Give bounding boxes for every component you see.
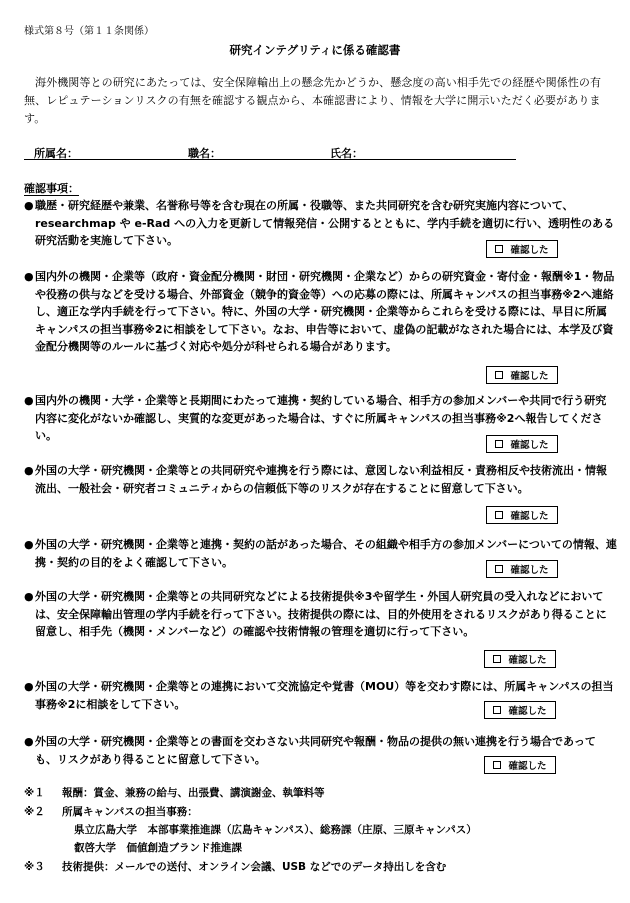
confirm-checkbox-8[interactable] (484, 756, 556, 774)
confirm-checkbox-2[interactable] (486, 366, 558, 384)
item-text: 外国の大学・研究機関・企業等との連携において交流協定や覚書（MOU）等を交わす際には、所属キャンパスの担当事務※2に相談をして下さい。 (35, 680, 614, 711)
confirm-label: 確認した (510, 371, 549, 382)
confirm-label: 確認した (508, 706, 547, 717)
note-text: 県立広島大学 本部事業推進課（広島キャンパス）、総務課（庄原、三原キャンパス） (74, 824, 477, 836)
document-title: 研究インテグリティに係る確認書 (229, 43, 401, 57)
confirm-label: 確認した (510, 245, 549, 256)
bullet-icon: ● (24, 464, 34, 477)
bullet-icon: ● (24, 680, 34, 693)
checkbox-icon (493, 655, 501, 663)
confirmation-item-4 (24, 462, 617, 497)
name-field[interactable]: 氏名： (330, 147, 363, 160)
note-2-detail-2 (74, 840, 242, 856)
item-text: 外国の大学・研究機関・企業等と連携・契約の話があった場合、その組織や相手方の参加メンバーについての情報、連携・契約の目的をよく確認して下さい。 (35, 538, 617, 569)
form-number: 様式第８号（第１１条関係） (24, 26, 154, 37)
note-mark: ※２ (24, 806, 45, 818)
note-text: 技術提供：メールでの送付、オンライン会議、USB などでのデータ持出しを含む (62, 861, 447, 873)
confirm-checkbox-5[interactable] (486, 560, 558, 578)
checkbox-icon (495, 511, 503, 519)
checkbox-icon (493, 706, 501, 714)
bullet-icon: ● (24, 735, 34, 748)
confirm-label: 確認した (510, 440, 549, 451)
item-text: 国内外の機関・企業等（政府・資金配分機関・財団・研究機関・企業など）からの研究資金・寄付金・報酬※1・物品や役務の供与などを受ける場合、外部資金（競争的資金等）への応募の際には、所属キャンパスの担当事務※2へ連絡し、適正な学内手続を行って下さい。特に、外国の大学・研究機関・企業等からこれらを受ける際には、早目に所属キャンパスの担当事務※2に相談をして下さい。なお、申告等において、虚偽の記載がなされた場合には、本学及び資金配分機関等のルールに基づく対応や処分が科せられる場合があります。 (35, 270, 615, 354)
item-text: 外国の大学・研究機関・企業等との共同研究などによる技術提供※3や留学生・外国人研究員の受入れなどにおいては、安全保障輸出管理の学内手続を行って下さい。技術提供の際には、目的外使用をされるリスクがあり得ることに留意し、相手先（機関・メンバーなど）の確認や技術情報の管理を適切に行って下さい。 (35, 590, 607, 639)
checkbox-icon (495, 371, 503, 379)
confirm-label: 確認した (508, 761, 547, 772)
note-2 (24, 804, 198, 820)
bullet-icon: ● (24, 538, 34, 551)
note-1 (24, 785, 325, 801)
confirm-checkbox-1[interactable] (486, 240, 558, 258)
checkbox-icon (493, 761, 501, 769)
confirm-label: 確認した (510, 511, 549, 522)
bullet-icon: ● (24, 394, 34, 407)
bullet-icon: ● (24, 590, 34, 603)
item-text: 国内外の機関・大学・企業等と長期間にわたって連携・契約している場合、相手方の参加メンバーや共同で行う研究内容に変化がないか確認し、実質的な変更があった場合は、すぐに所属キャンパスの担当事務※2へ報告してください。 (35, 394, 607, 443)
note-3 (24, 859, 446, 875)
note-mark: ※１ (24, 787, 45, 799)
note-text: 報酬：賞金、兼務の給与、出張費、講演謝金、執筆料等 (62, 787, 325, 799)
confirm-checkbox-4[interactable] (486, 506, 558, 524)
item-text: 外国の大学・研究機関・企業等との共同研究や連携を行う際には、意図しない利益相反・責務相反や技術流出・情報流出、一般社会・研究者コミュニティからの信頼低下等のリスクが存在することに留意して下さい。 (35, 464, 607, 495)
checkbox-icon (495, 245, 503, 253)
checkbox-icon (495, 440, 503, 448)
checkbox-icon (495, 565, 503, 573)
bullet-icon: ● (24, 199, 34, 212)
confirmation-item-2 (24, 268, 617, 356)
note-mark: ※３ (24, 861, 45, 873)
bullet-icon: ● (24, 270, 34, 283)
confirm-checkbox-7[interactable] (484, 701, 556, 719)
signature-fields (24, 145, 516, 160)
position-field[interactable]: 職名： (188, 147, 221, 160)
confirmation-item-6 (24, 588, 617, 641)
section-label: 確認事項： (24, 182, 79, 195)
item-text: 職歴・研究経歴や兼業、名誉称号等を含む現在の所属・役職等、また共同研究を含む研究実施内容について、researchmap や e-Rad への入力を更新して情報発信・公開するとともに、学内手続を適切に行い、透明性のある研究活動を実施して下さい。 (35, 199, 615, 248)
confirm-label: 確認した (508, 655, 547, 666)
affiliation-field[interactable]: 所属名： (34, 147, 78, 160)
confirm-checkbox-3[interactable] (486, 435, 558, 453)
note-text: 叡啓大学 価値創造ブランド推進課 (74, 842, 242, 854)
note-2-detail-1 (74, 822, 477, 838)
item-text: 外国の大学・研究機関・企業等との書面を交わさない共同研究や報酬・物品の提供の無い連携を行う場合であっても、リスクがあり得ることに留意して下さい。 (35, 735, 596, 766)
intro-paragraph: 海外機関等との研究にあたっては、安全保障輸出上の懸念先かどうか、懸念度の高い相手先での経歴や関係性の有無、レピュテーションリスクの有無を確認する観点から、本確認書により、情報を大学に開示いただく必要があります。 (24, 76, 602, 125)
confirm-checkbox-6[interactable] (484, 650, 556, 668)
note-text: 所属キャンパスの担当事務： (62, 806, 198, 818)
confirm-label: 確認した (510, 565, 549, 576)
